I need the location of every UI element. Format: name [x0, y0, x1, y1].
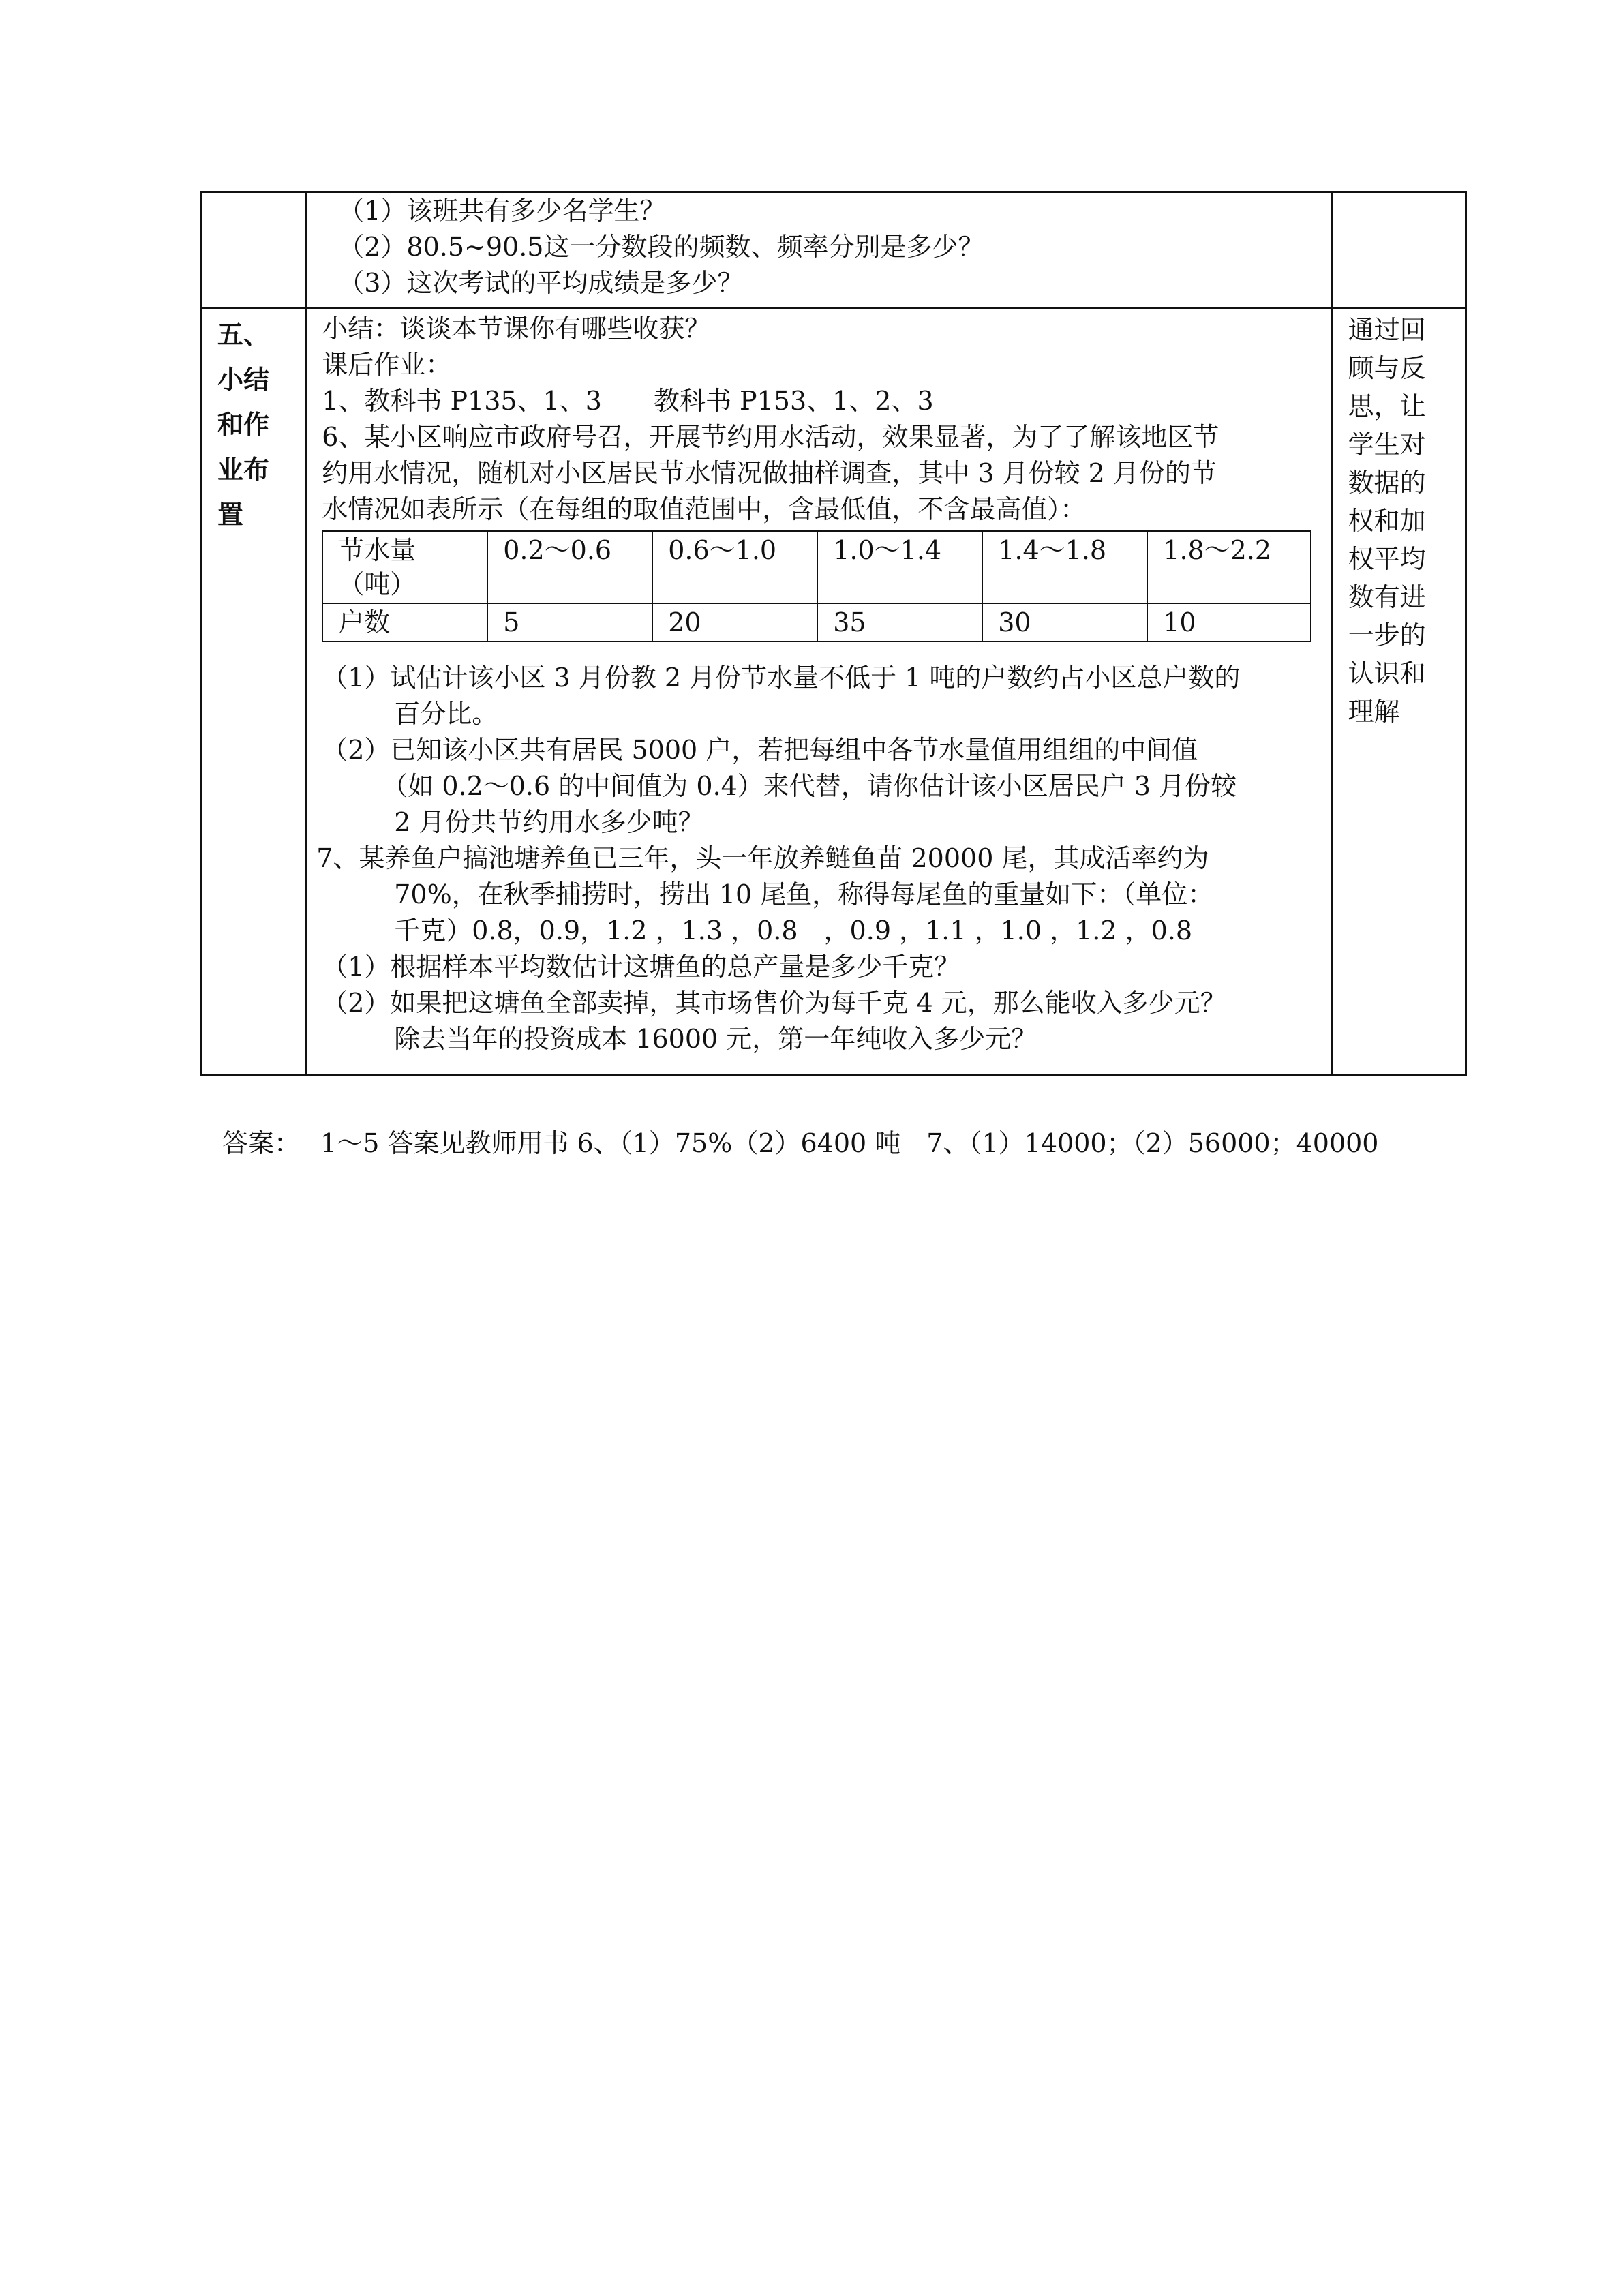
- lesson-plan-table: [200, 191, 1467, 1076]
- intent-line: 学生对: [1348, 429, 1426, 459]
- range-cell: 1.8～2.2: [1147, 531, 1311, 603]
- count-label-cell: 户数: [322, 603, 487, 641]
- header-label-line1: 节水量: [338, 535, 416, 565]
- section-title-line: 业布: [217, 455, 270, 485]
- question-7-sub2-line: （2）如果把这塘鱼全部卖掉，其市场售价为每千克 4 元，那么能收入多少元？: [322, 988, 1226, 1018]
- intent-line: 权和加: [1348, 506, 1426, 536]
- intent-line: 数据的: [1348, 468, 1426, 498]
- question-7-line: 千克）0.8，0.9，1.2 ，1.3 ，0.8 ，0.9 ，1.1 ，1.0 ，1.2 ，0.8: [394, 916, 1193, 946]
- row1-right-cell: [1332, 192, 1466, 309]
- question-7-line: 70%，在秋季捕捞时，捞出 10 尾鱼，称得每尾鱼的重量如下：（单位：: [394, 879, 1214, 909]
- section-title-cell: [202, 309, 306, 1075]
- intent-line: 理解: [1348, 697, 1400, 727]
- section-title-line: 置: [217, 500, 244, 530]
- question-6-sub1-line: （1）试估计该小区 3 月份教 2 月份节水量不低于 1 吨的户数约占小区总户数的: [322, 663, 1241, 693]
- intent-line: 思，让: [1348, 391, 1426, 421]
- question-line: （2）80.5~90.5这一分数段的频数、频率分别是多少？: [338, 232, 984, 262]
- table-header-cell: [322, 531, 487, 603]
- question-6-line: 6、某小区响应市政府号召，开展节约用水活动，效果显著，为了了解该地区节: [322, 422, 1219, 452]
- summary-homework-row: [202, 309, 1466, 1075]
- range-cell: 1.0～1.4: [817, 531, 982, 603]
- intent-line: 顾与反: [1348, 353, 1426, 383]
- homework-1: 1、教科书 P135、1、3 教科书 P153、1、2、3: [322, 386, 934, 416]
- count-cell: 30: [982, 603, 1147, 641]
- range-cell: 0.2～0.6: [487, 531, 652, 603]
- range-cell: 1.4～1.8: [982, 531, 1147, 603]
- question-7-sub1: （1）根据样本平均数估计这塘鱼的总产量是多少千克？: [322, 952, 960, 982]
- count-cell: 20: [652, 603, 817, 641]
- water-saving-table: [322, 530, 1311, 642]
- section-title-line: 五、: [217, 320, 270, 350]
- answer-line: [222, 1125, 1379, 1162]
- range-cell: 0.6～1.0: [652, 531, 817, 603]
- question-7-sub2-line: 除去当年的投资成本 16000 元，第一年纯收入多少元？: [394, 1024, 1037, 1054]
- question-line: （1）该班共有多少名学生？: [338, 196, 666, 226]
- answer-text: 1～5 答案见教师用书 6、（1）75%（2）6400 吨 7、（1）14000；（2）56000；40000: [320, 1128, 1379, 1158]
- summary-text: 小结：谈谈本节课你有哪些收获？: [322, 314, 711, 344]
- question-6-line: 约用水情况，随机对小区居民节水情况做抽样调查，其中 3 月份较 2 月份的节: [322, 458, 1217, 488]
- row1-content-cell: [306, 192, 1332, 309]
- question-7-line: 7、某养鱼户搞池塘养鱼已三年，头一年放养鲢鱼苗 20000 尾，其成活率约为: [316, 843, 1209, 873]
- homework-label: 课后作业：: [322, 350, 452, 380]
- previous-questions-row: [202, 192, 1466, 309]
- row1-left-cell: [202, 192, 306, 309]
- design-intent-cell: [1332, 309, 1466, 1075]
- intent-line: 一步的: [1348, 620, 1426, 650]
- count-cell: 10: [1147, 603, 1311, 641]
- table-row: [322, 603, 1311, 641]
- question-6-line: 水情况如表所示（在每组的取值范围中，含最低值，不含最高值）：: [322, 494, 1087, 524]
- intent-line: 权平均: [1348, 544, 1426, 574]
- answer-label: 答案：: [222, 1128, 301, 1158]
- intent-line: 认识和: [1348, 659, 1426, 689]
- table-row: [322, 531, 1311, 603]
- summary-content-cell: [306, 309, 1332, 1075]
- count-cell: 5: [487, 603, 652, 641]
- question-6-sub2-line: （2）已知该小区共有居民 5000 户，若把每组中各节水量值用组组的中间值: [322, 735, 1198, 765]
- section-title-line: 和作: [217, 410, 270, 440]
- count-cell: 35: [817, 603, 982, 641]
- question-line: （3）这次考试的平均成绩是多少？: [338, 268, 744, 298]
- question-6-sub2-line: 2 月份共节约用水多少吨？: [394, 807, 704, 837]
- intent-line: 通过回: [1348, 315, 1426, 345]
- section-title-line: 小结: [217, 365, 270, 395]
- question-6-sub2-line: （如 0.2～0.6 的中间值为 0.4）来代替，请你估计该小区居民户 3 月份较: [382, 771, 1237, 801]
- question-6-sub1-line: 百分比。: [394, 699, 498, 729]
- intent-line: 数有进: [1348, 582, 1426, 612]
- header-label-line2: （吨）: [338, 569, 416, 599]
